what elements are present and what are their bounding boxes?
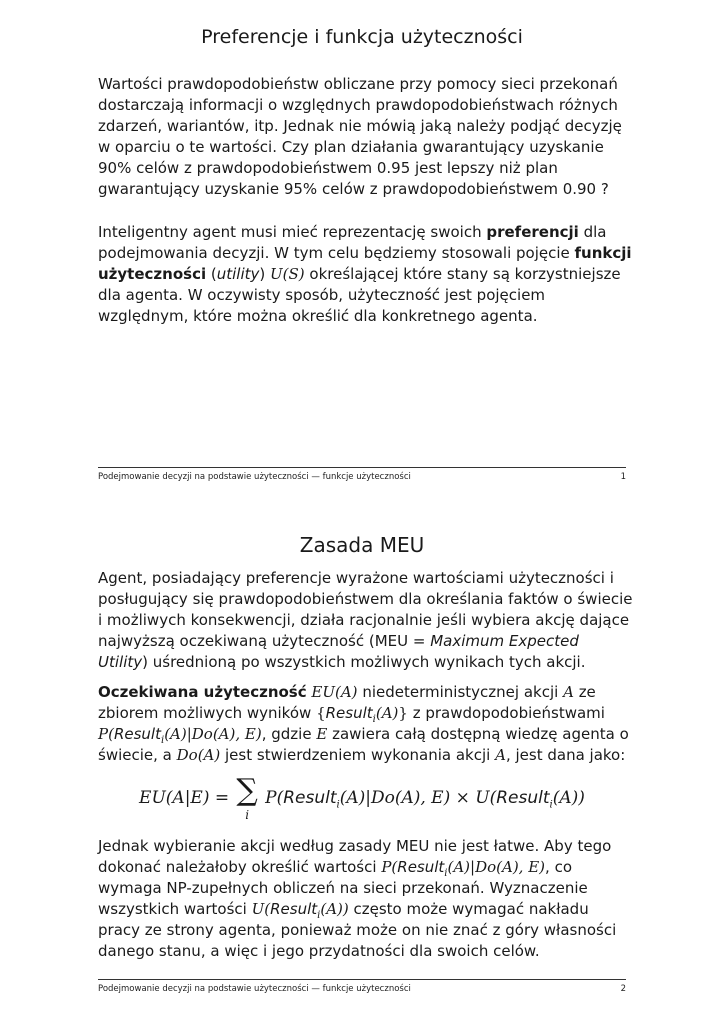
math-arg: (A)	[375, 704, 399, 722]
slide-footer	[98, 467, 626, 482]
page-number: 2	[620, 984, 626, 994]
subscript-i: i	[372, 714, 376, 725]
paragraph-meu-principle	[98, 568, 633, 673]
text: z prawdopodobieństwami	[412, 704, 605, 722]
term-result: Result	[397, 858, 445, 876]
term-utility-english: utility	[216, 265, 260, 283]
math-tail: (A))	[552, 788, 585, 808]
math-utility: U(S)	[270, 265, 305, 283]
math-p: P(	[265, 788, 284, 808]
math-p: P(	[381, 858, 398, 876]
text: (	[206, 265, 217, 283]
math-do-a: Do(A)	[176, 746, 221, 764]
math-a: A	[563, 683, 574, 701]
text: jest stwierdzeniem wykonania akcji	[225, 746, 491, 764]
text: , jest dana jako:	[505, 746, 626, 764]
formula-lhs: EU(A|E) =	[139, 788, 230, 808]
text: ) uśrednioną po wszystkich możliwych wynikach tych akcji.	[142, 653, 586, 671]
text: , co wymaga NP-zupełnych obliczeń na sieci przekonań. Wyznaczenie wszystkich wartości	[98, 858, 588, 918]
slide-2	[0, 512, 724, 1024]
slide-footer	[98, 979, 626, 994]
subscript-i: i	[444, 868, 448, 879]
math-middle: (A)|Do(A), E) × U(	[339, 788, 497, 808]
text: niedeterministycznej akcji	[362, 683, 559, 701]
term-preferences: preferencji	[486, 223, 579, 241]
sum-operator	[233, 770, 261, 826]
text: Inteligentny agent musi mieć reprezentację swoich	[98, 223, 487, 241]
math-condition: (A)|Do(A), E)	[447, 858, 546, 876]
term-result: Result	[113, 725, 161, 743]
term-expected-utility: Oczekiwana użyteczność	[98, 683, 307, 701]
slide-title: Zasada MEU	[299, 533, 425, 557]
footer-text: Podejmowanie decyzji na podstawie użyteczności — funkcje użyteczności	[98, 472, 411, 482]
term-result: Result	[325, 704, 373, 722]
paragraph-meu-difficulty	[98, 836, 633, 962]
term-utility-function: funkcji użyteczności	[98, 244, 632, 283]
text: Jednak wybieranie akcji według zasady MEU nie jest łatwe. Aby tego dokonać należałoby określić wartości	[98, 837, 612, 876]
subscript-i: i	[336, 799, 340, 811]
term-meu-english: Maximum Expected Utility	[98, 632, 579, 671]
paragraph-probabilities: Wartości prawdopodobieństw obliczane przy pomocy sieci przekonań dostarczają informacji o względnych prawdopodobieństwach różnych zdarzeń, wariantów, itp. Jednak nie mówią jaką należy podjąć decyzję w oparciu o te wartości. Czy plan działania gwarantujący uzyskanie 90% celów z prawdopodobieństwem 0.95 jest lepszy niż plan gwarantujący uzyskanie 95% celów z prawdopodobieństwem 0.90 ?	[98, 75, 622, 198]
text: )	[259, 265, 271, 283]
paragraph-expected-utility	[98, 682, 633, 766]
page-number: 1	[620, 472, 626, 482]
term-result: Result	[270, 900, 318, 918]
term-result: Result	[496, 788, 550, 808]
sigma-symbol: ∑	[236, 773, 258, 808]
text: Agent, posiadający preferencje wyrażone wartościami użyteczności i posługujący się prawdopodobieństwem dla określania faktów o świecie i możliwych konsekwencji, działa racjonalnie jeśli wybiera akcję dające najwyższą oczekiwaną użyteczność (MEU =	[98, 569, 633, 650]
text: często może wymagać nakładu pracy ze strony agenta, ponieważ może on nie znać z góry własności danego stanu, a więc i jego przydatności dla swoich celów.	[98, 900, 617, 960]
subscript-i: i	[317, 910, 321, 921]
math-brace: }	[398, 704, 408, 722]
formula-rhs	[265, 770, 585, 826]
term-result: Result	[283, 788, 337, 808]
text: ze zbiorem możliwych wyników	[98, 683, 596, 722]
math-tail: (A))	[320, 900, 349, 918]
footer-text: Podejmowanie decyzji na podstawie użyteczności — funkcje użyteczności	[98, 984, 411, 994]
text: zawiera całą dostępną wiedzę agenta o świecie, a	[98, 725, 629, 764]
text: , gdzie	[261, 725, 312, 743]
text: określającej które stany są korzystniejsze dla agenta. W oczywisty sposób, użyteczność jest pojęciem względnym, które można określić dla konkretnego agenta.	[98, 265, 621, 325]
math-brace: {	[316, 704, 326, 722]
meu-formula	[0, 770, 724, 826]
subscript-i: i	[549, 799, 553, 811]
paragraph-utility-function	[98, 222, 633, 327]
math-a: A	[495, 746, 506, 764]
math-e: E	[316, 725, 328, 743]
slide-title: Preferencje i funkcja użyteczności	[201, 26, 523, 48]
text: dla podejmowania decyzji. W tym celu będziemy stosowali pojęcie	[98, 223, 607, 262]
math-condition: (A)|Do(A), E)	[164, 725, 262, 743]
math-u: U(	[251, 900, 271, 918]
math-eu: EU(A)	[311, 683, 358, 701]
subscript-i: i	[160, 735, 165, 746]
math-p: P(	[98, 725, 114, 743]
sum-index: i	[245, 808, 250, 822]
